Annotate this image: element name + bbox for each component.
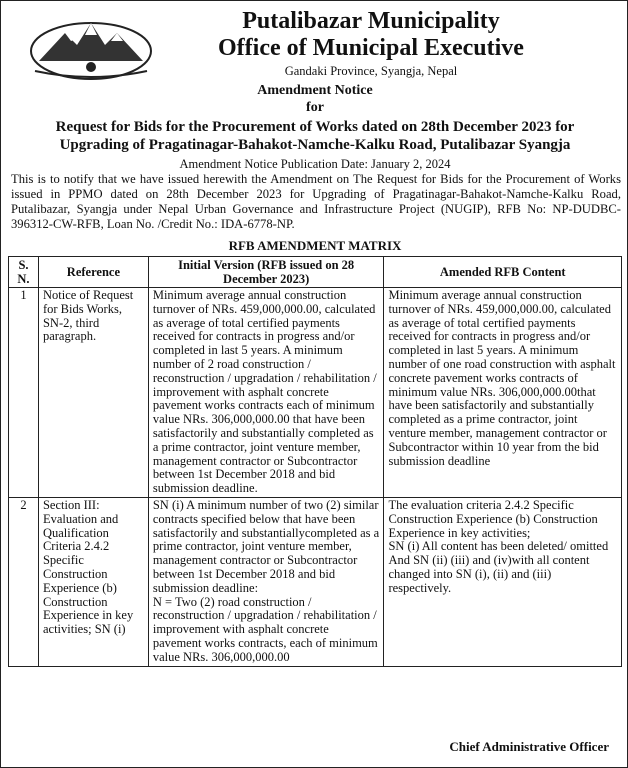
amendment-matrix-table <box>8 256 622 667</box>
notice-type: Amendment Notice <box>257 83 373 98</box>
nepal-emblem-logo <box>25 11 157 81</box>
row-sn: 1 <box>9 288 39 498</box>
table-row <box>9 497 622 666</box>
row-reference: Section III: Evaluation and Qualification Criteria 2.4.2 Specific Construction Experience (b) Construction Experience in key activities; SN (i) <box>38 497 148 666</box>
address: Gandaki Province, Syangja, Nepal <box>284 64 458 78</box>
header-amended-content: Amended RFB Content <box>384 257 622 288</box>
table-header-row <box>9 257 622 288</box>
request-title-line1: Request for Bids for the Procurement of Works dated on 28th December 2023 for <box>55 119 575 135</box>
signature-title: Chief Administrative Officer <box>449 739 609 754</box>
publication-date: Amendment Notice Publication Date: January 2, 2024 <box>179 157 451 171</box>
row-amended-content: The evaluation criteria 2.4.2 Specific Construction Experience (b) Construction Experience in key activities; SN (i) All content has been deleted/ omitted And SN (ii) (iii) and (iv)with all content changed into SN (i), (ii) and (iii) respectively. <box>384 497 622 666</box>
header-sn: S. N. <box>9 257 39 288</box>
row-amended-content: Minimum average annual construction turnover of NRs. 459,000,000.00, calculated as average of total certified payments received for contracts in progress and/or completed in last 5 years. A minimum number of one road construction with asphalt concrete pavement works contracts of minimum value NRs. 306,000,000.00that have been satisfactorily and substantially completed as a prime contractor, joint venture member, management contractor or Subcontractor within 10 year from the bid submission deadline <box>384 288 622 498</box>
notice-for: for <box>306 100 324 115</box>
intro-paragraph: This is to notify that we have issued herewith the Amendment on The Request for Bids for the Procurement of Works issued in PPMO dated on 28th December 2023 for Upgrading of Pragatinagar-Bahakot-Namche-Kalku Road, Putalibazar, Syangja under Nepal Urban Governance and Infrastructure Project (NUGIP), RFB No: NP-DUDBC-396312-CW-RFB, Loan No. /Credit No.: IDA-6778-NP. <box>11 172 621 231</box>
row-sn: 2 <box>9 497 39 666</box>
request-title-line2: Upgrading of Pragatinagar-Bahakot-Namche-Kalku Road, Putalibazar Syangja <box>59 137 571 153</box>
header-reference: Reference <box>38 257 148 288</box>
row-initial-version: Minimum average annual construction turnover of NRs. 459,000,000.00, calculated as average of total certified payments received for contracts in progress and/or completed in last 5 years. A minimum number of 2 road construction / reconstruction / upgradation / rehabilitation / improvement with asphalt concrete pavement works contracts each of minimum value NRs. 306,000,000.00 that have been satisfactorily and substantially completed as a prime contractor, joint venture member, management contractor or Subcontractor between 1st December 2018 and bid submission deadline. <box>148 288 384 498</box>
header-initial-version: Initial Version (RFB issued on 28 December 2023) <box>148 257 384 288</box>
office-name: Office of Municipal Executive <box>218 35 524 61</box>
row-reference: Notice of Request for Bids Works, SN-2, third paragraph. <box>38 288 148 498</box>
table-row <box>9 288 622 498</box>
municipality-name: Putalibazar Municipality <box>242 8 500 34</box>
matrix-title: RFB AMENDMENT MATRIX <box>228 238 402 253</box>
row-initial-version: SN (i) A minimum number of two (2) similar contracts specified below that have been satisfactorily and substantiallycompleted as a prime contractor, joint venture member, management contractor or Subcontractor between 1st December 2018 and bid submission deadline: N = Two (2) road construction / reconstruction / upgradation / rehabilitation / improvement with asphalt concrete pavement works contracts, each of minimum value NRs. 306,000,000.00 <box>148 497 384 666</box>
